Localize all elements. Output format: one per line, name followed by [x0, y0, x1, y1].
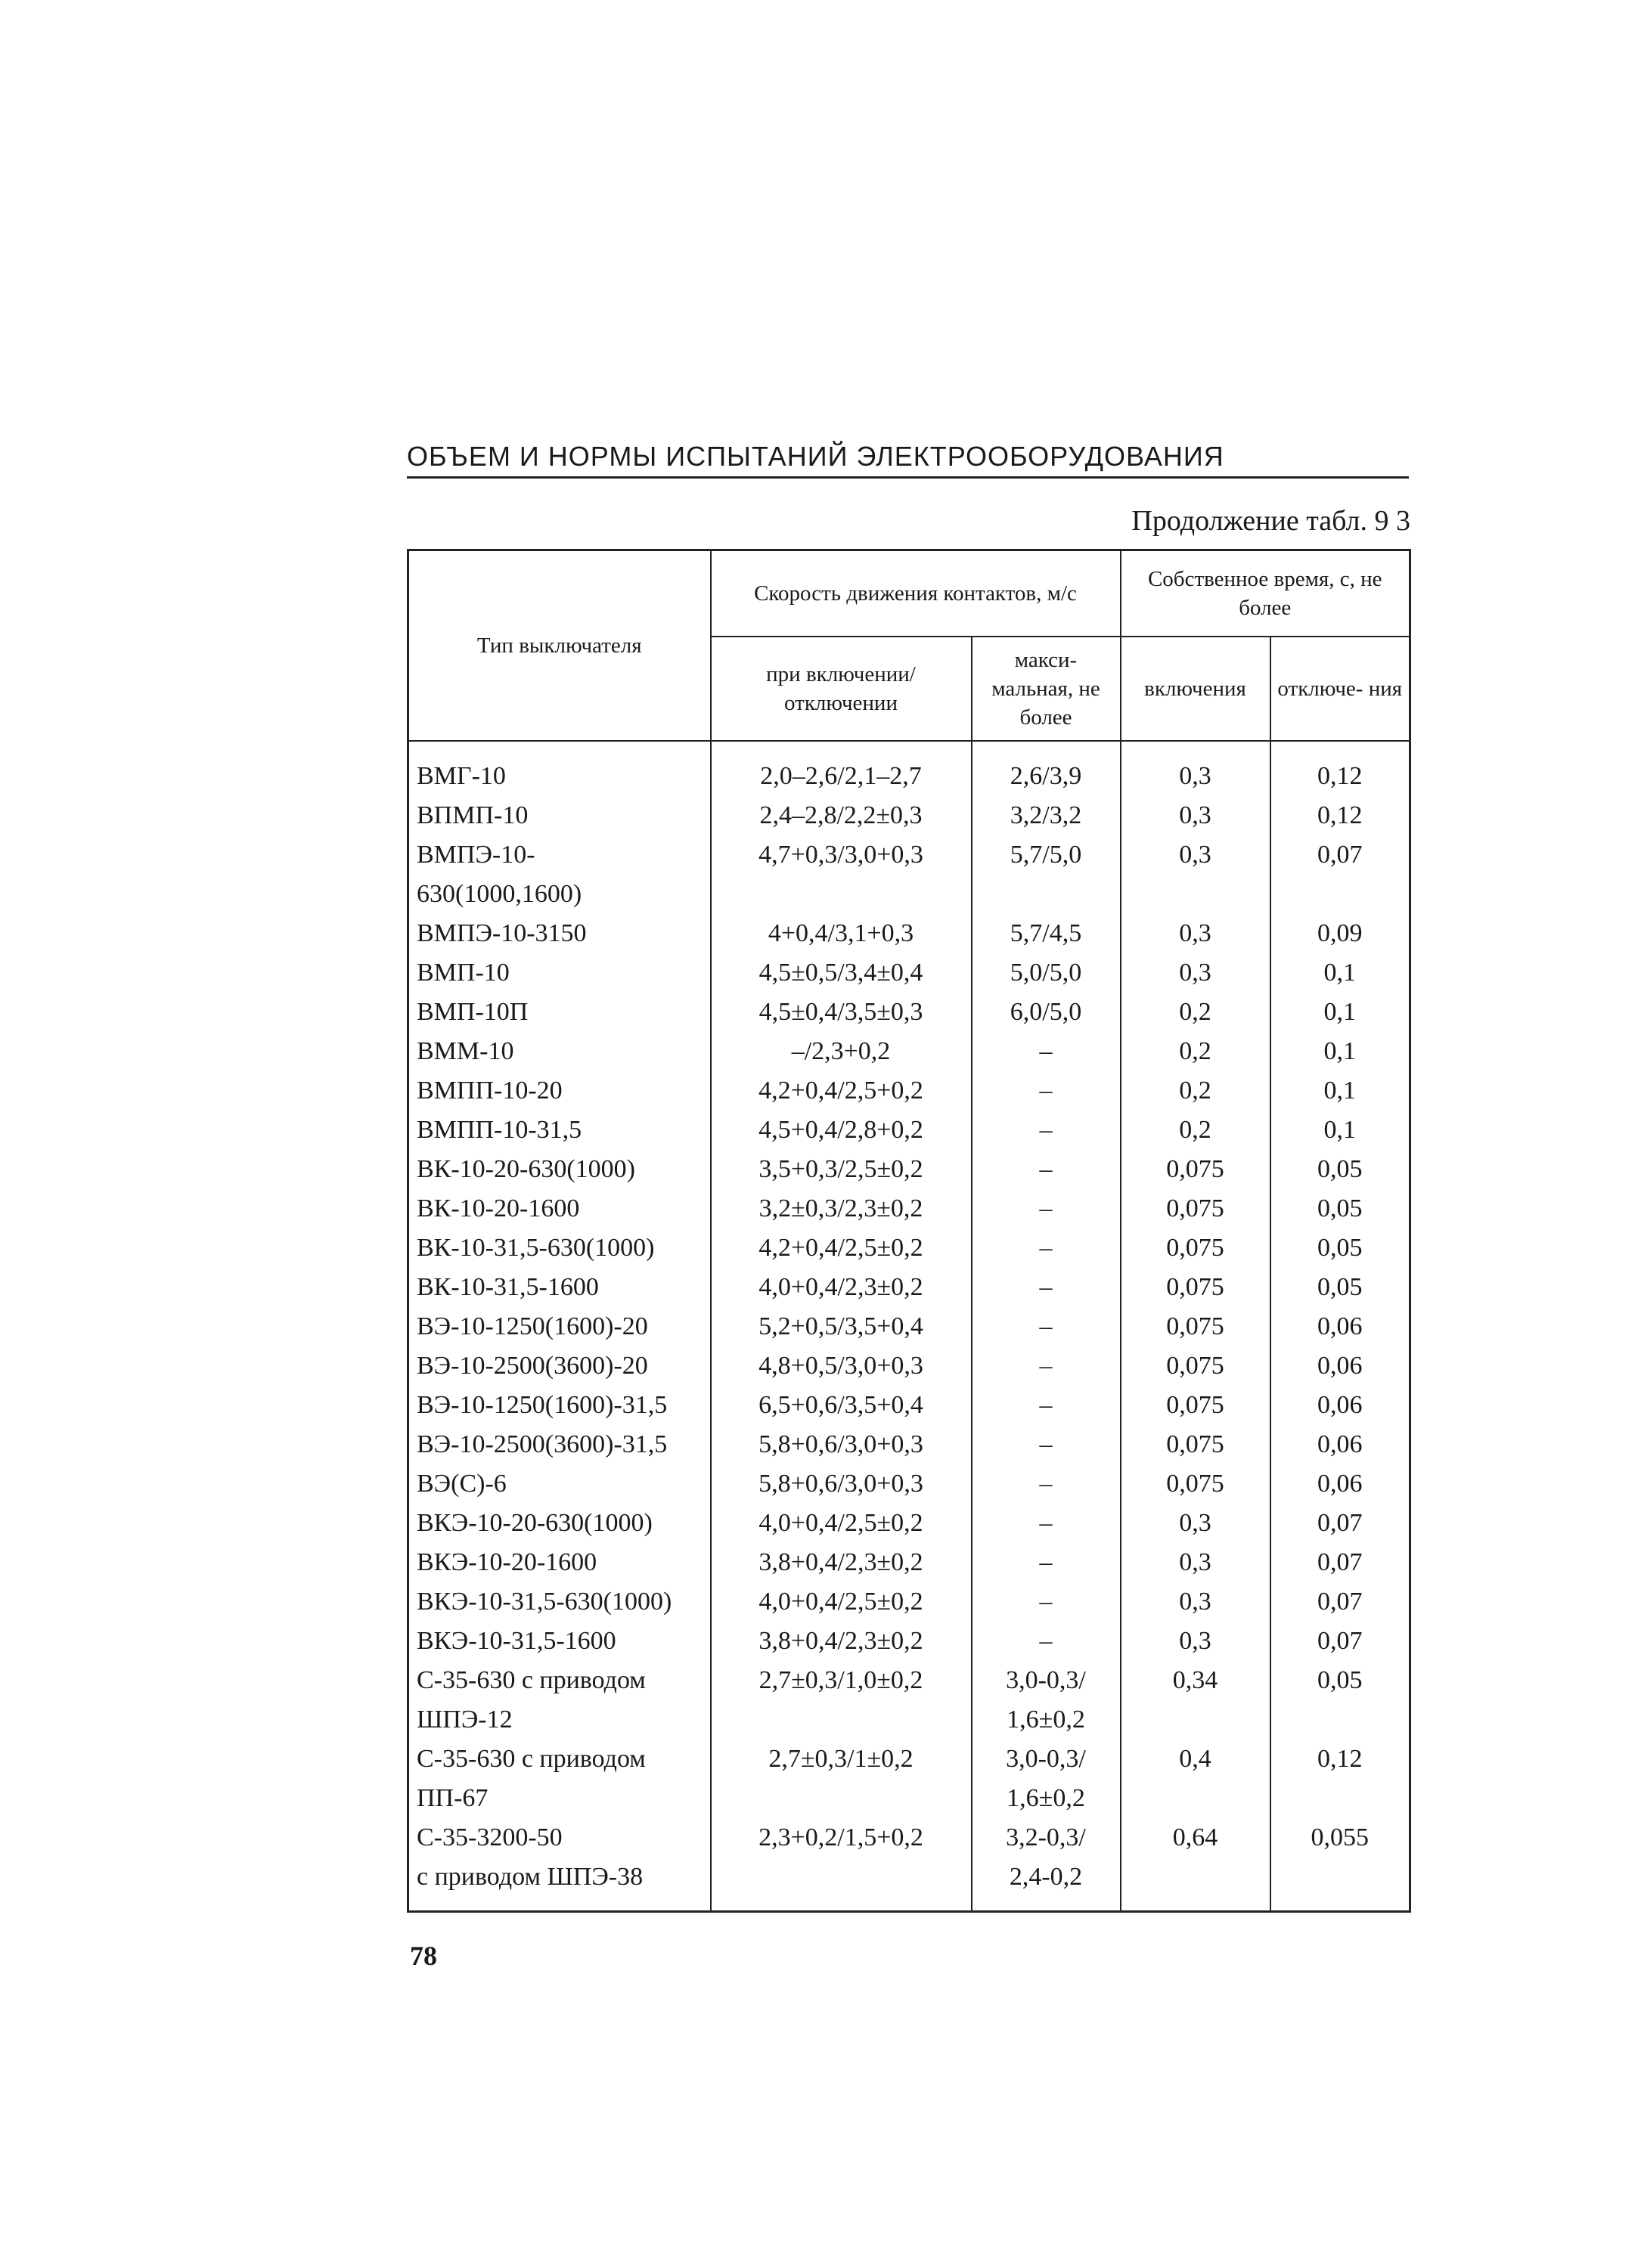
table-row: [408, 1228, 1410, 1268]
cell-time-on: [1121, 1779, 1270, 1818]
cell-speed-on-off: 4,5±0,5/3,4±0,4: [711, 953, 972, 993]
cell-time-on: 0,64: [1121, 1818, 1270, 1857]
table-row: [408, 1307, 1410, 1346]
cell-time-off: 0,06: [1270, 1307, 1410, 1346]
cell-speed-on-off: 4,0+0,4/2,3±0,2: [711, 1268, 972, 1307]
cell-speed-on-off: 4,0+0,4/2,5±0,2: [711, 1582, 972, 1622]
table-row: [408, 1622, 1410, 1661]
cell-speed-max: –: [972, 1464, 1121, 1504]
cell-breaker-type: ВК-10-31,5-1600: [408, 1268, 711, 1307]
table-row: [408, 1111, 1410, 1150]
cell-breaker-type: С-35-3200-50: [408, 1818, 711, 1857]
cell-time-on: 0,34: [1121, 1661, 1270, 1700]
cell-speed-on-off: [711, 1779, 972, 1818]
cell-time-off: 0,06: [1270, 1464, 1410, 1504]
table-row: [408, 796, 1410, 835]
cell-speed-max: 3,0-0,3/: [972, 1661, 1121, 1700]
cell-breaker-type: ВМПП-10-20: [408, 1071, 711, 1111]
cell-time-off: 0,05: [1270, 1268, 1410, 1307]
table-row: [408, 1386, 1410, 1425]
cell-time-on: 0,075: [1121, 1307, 1270, 1346]
cell-speed-max: 1,6±0,2: [972, 1700, 1121, 1740]
cell-time-on: 0,075: [1121, 1346, 1270, 1386]
table-row: [408, 1818, 1410, 1857]
cell-time-off: 0,1: [1270, 1071, 1410, 1111]
cell-time-on: 0,2: [1121, 1071, 1270, 1111]
cell-breaker-type: ВМП-10: [408, 953, 711, 993]
cell-breaker-type: С-35-630 с приводом: [408, 1740, 711, 1779]
cell-time-off: 0,1: [1270, 1111, 1410, 1150]
header-contact-speed: Скорость движения контактов, м/с: [711, 550, 1121, 637]
cell-breaker-type: 630(1000,1600): [408, 875, 711, 914]
cell-speed-on-off: [711, 1857, 972, 1912]
cell-speed-on-off: 3,2±0,3/2,3±0,2: [711, 1189, 972, 1228]
cell-time-off: 0,09: [1270, 914, 1410, 953]
cell-time-on: 0,3: [1121, 1582, 1270, 1622]
cell-time-off: 0,07: [1270, 1582, 1410, 1622]
header-speed-max: макси- мальная, не более: [972, 637, 1121, 741]
cell-breaker-type: ВМПП-10-31,5: [408, 1111, 711, 1150]
cell-time-on: [1121, 1857, 1270, 1912]
cell-breaker-type: ВМПЭ-10-3150: [408, 914, 711, 953]
page-number: 78: [410, 1941, 437, 1971]
table-body: [408, 741, 1410, 1912]
cell-speed-max: –: [972, 1386, 1121, 1425]
cell-speed-on-off: 3,8+0,4/2,3±0,2: [711, 1543, 972, 1582]
table-row: [408, 1700, 1410, 1740]
table-row: [408, 1032, 1410, 1071]
header-breaker-type: Тип выключателя: [408, 550, 711, 742]
cell-breaker-type: ВЭ-10-2500(3600)-31,5: [408, 1425, 711, 1464]
cell-speed-max: –: [972, 1071, 1121, 1111]
table-row: [408, 1740, 1410, 1779]
cell-speed-on-off: 4,5+0,4/2,8+0,2: [711, 1111, 972, 1150]
cell-speed-on-off: 4,7+0,3/3,0+0,3: [711, 835, 972, 875]
cell-time-on: [1121, 1700, 1270, 1740]
cell-time-on: 0,075: [1121, 1150, 1270, 1189]
cell-time-on: 0,3: [1121, 1622, 1270, 1661]
cell-speed-on-off: 6,5+0,6/3,5+0,4: [711, 1386, 972, 1425]
cell-breaker-type: С-35-630 с приводом: [408, 1661, 711, 1700]
cell-time-on: 0,3: [1121, 953, 1270, 993]
cell-time-off: 0,055: [1270, 1818, 1410, 1857]
cell-speed-max: –: [972, 1228, 1121, 1268]
cell-breaker-type: ВМП-10П: [408, 993, 711, 1032]
cell-time-off: 0,12: [1270, 796, 1410, 835]
cell-time-on: 0,3: [1121, 757, 1270, 796]
cell-breaker-type: ВКЭ-10-31,5-1600: [408, 1622, 711, 1661]
cell-breaker-type: ВЭ-10-1250(1600)-20: [408, 1307, 711, 1346]
cell-time-on: 0,3: [1121, 835, 1270, 875]
cell-breaker-type: ВК-10-31,5-630(1000): [408, 1228, 711, 1268]
table-row: [408, 1857, 1410, 1912]
cell-breaker-type: ШПЭ-12: [408, 1700, 711, 1740]
cell-speed-max: [972, 875, 1121, 914]
table-row: [408, 875, 1410, 914]
cell-time-on: 0,075: [1121, 1189, 1270, 1228]
cell-speed-on-off: 5,8+0,6/3,0+0,3: [711, 1464, 972, 1504]
cell-speed-max: –: [972, 1150, 1121, 1189]
cell-speed-on-off: 2,3+0,2/1,5+0,2: [711, 1818, 972, 1857]
table-row: [408, 914, 1410, 953]
cell-breaker-type: ВММ-10: [408, 1032, 711, 1071]
table-row: [408, 1189, 1410, 1228]
cell-speed-on-off: 4,2+0,4/2,5+0,2: [711, 1071, 972, 1111]
cell-speed-max: –: [972, 1268, 1121, 1307]
cell-speed-on-off: 4,2+0,4/2,5±0,2: [711, 1228, 972, 1268]
cell-speed-on-off: 3,8+0,4/2,3±0,2: [711, 1622, 972, 1661]
cell-speed-on-off: 2,7±0,3/1±0,2: [711, 1740, 972, 1779]
cell-breaker-type: ВМПЭ-10-: [408, 835, 711, 875]
cell-breaker-type: ВЭ-10-2500(3600)-20: [408, 1346, 711, 1386]
cell-breaker-type: с приводом ШПЭ-38: [408, 1857, 711, 1912]
cell-speed-on-off: 2,7±0,3/1,0±0,2: [711, 1661, 972, 1700]
cell-time-on: 0,3: [1121, 1504, 1270, 1543]
circuit-breaker-table: [407, 549, 1411, 1913]
cell-speed-max: 5,0/5,0: [972, 953, 1121, 993]
cell-time-on: 0,3: [1121, 914, 1270, 953]
cell-speed-on-off: 4,0+0,4/2,5±0,2: [711, 1504, 972, 1543]
cell-time-on: 0,075: [1121, 1464, 1270, 1504]
cell-breaker-type: ВЭ-10-1250(1600)-31,5: [408, 1386, 711, 1425]
table-row: [408, 1582, 1410, 1622]
cell-breaker-type: ВМГ-10: [408, 757, 711, 796]
cell-speed-max: 3,2/3,2: [972, 796, 1121, 835]
table-row: [408, 1464, 1410, 1504]
cell-time-off: [1270, 1700, 1410, 1740]
cell-speed-on-off: 2,4–2,8/2,2±0,3: [711, 796, 972, 835]
cell-time-off: 0,06: [1270, 1386, 1410, 1425]
cell-time-on: 0,2: [1121, 1111, 1270, 1150]
cell-breaker-type: ВКЭ-10-20-1600: [408, 1543, 711, 1582]
table-row: [408, 1150, 1410, 1189]
table-row: [408, 835, 1410, 875]
cell-speed-on-off: 5,8+0,6/3,0+0,3: [711, 1425, 972, 1464]
cell-speed-on-off: 4,5±0,4/3,5±0,3: [711, 993, 972, 1032]
cell-speed-max: 5,7/4,5: [972, 914, 1121, 953]
cell-breaker-type: ВК-10-20-1600: [408, 1189, 711, 1228]
cell-time-off: 0,07: [1270, 835, 1410, 875]
cell-speed-max: –: [972, 1504, 1121, 1543]
cell-time-off: [1270, 875, 1410, 914]
cell-time-on: 0,2: [1121, 993, 1270, 1032]
running-head: ОБЪЕМ И НОРМЫ ИСПЫТАНИЙ ЭЛЕКТРООБОРУДОВАНИЯ: [407, 440, 1409, 479]
cell-speed-on-off: [711, 875, 972, 914]
cell-time-on: 0,075: [1121, 1425, 1270, 1464]
cell-breaker-type: ВКЭ-10-31,5-630(1000): [408, 1582, 711, 1622]
cell-time-off: 0,1: [1270, 993, 1410, 1032]
table-row: [408, 1425, 1410, 1464]
header-time-off: отключе- ния: [1270, 637, 1410, 741]
header-speed-on-off: при включении/ отключении: [711, 637, 972, 741]
cell-time-on: 0,075: [1121, 1228, 1270, 1268]
cell-speed-max: –: [972, 1032, 1121, 1071]
cell-time-on: [1121, 875, 1270, 914]
cell-speed-max: –: [972, 1307, 1121, 1346]
cell-speed-on-off: [711, 1700, 972, 1740]
cell-speed-max: 6,0/5,0: [972, 993, 1121, 1032]
cell-time-on: 0,4: [1121, 1740, 1270, 1779]
cell-time-off: [1270, 1779, 1410, 1818]
cell-time-off: 0,07: [1270, 1622, 1410, 1661]
cell-time-on: 0,3: [1121, 796, 1270, 835]
table-row: [408, 757, 1410, 796]
cell-time-off: 0,05: [1270, 1150, 1410, 1189]
cell-speed-on-off: –/2,3+0,2: [711, 1032, 972, 1071]
table-row: [408, 993, 1410, 1032]
table-row: [408, 953, 1410, 993]
cell-time-off: 0,06: [1270, 1425, 1410, 1464]
table-row: [408, 1543, 1410, 1582]
cell-breaker-type: ВК-10-20-630(1000): [408, 1150, 711, 1189]
cell-speed-on-off: 3,5+0,3/2,5±0,2: [711, 1150, 972, 1189]
table-spacer-row: [408, 741, 1410, 757]
cell-speed-max: 5,7/5,0: [972, 835, 1121, 875]
cell-breaker-type: ВЭ(С)-6: [408, 1464, 711, 1504]
cell-speed-max: 2,6/3,9: [972, 757, 1121, 796]
table-continuation-label: Продолжение табл. 9 3: [1131, 505, 1410, 537]
cell-time-off: 0,1: [1270, 953, 1410, 993]
cell-breaker-type: ВКЭ-10-20-630(1000): [408, 1504, 711, 1543]
cell-time-off: 0,12: [1270, 757, 1410, 796]
table-row: [408, 1504, 1410, 1543]
cell-time-off: 0,12: [1270, 1740, 1410, 1779]
cell-speed-max: –: [972, 1622, 1121, 1661]
cell-speed-on-off: 5,2+0,5/3,5+0,4: [711, 1307, 972, 1346]
cell-speed-on-off: 2,0–2,6/2,1–2,7: [711, 757, 972, 796]
cell-breaker-type: ПП-67: [408, 1779, 711, 1818]
cell-speed-max: –: [972, 1189, 1121, 1228]
cell-time-on: 0,3: [1121, 1543, 1270, 1582]
cell-time-off: 0,06: [1270, 1346, 1410, 1386]
cell-time-off: [1270, 1857, 1410, 1912]
cell-time-off: 0,07: [1270, 1504, 1410, 1543]
header-time-on: включения: [1121, 637, 1270, 741]
cell-speed-max: 3,2-0,3/: [972, 1818, 1121, 1857]
cell-speed-on-off: 4+0,4/3,1+0,3: [711, 914, 972, 953]
cell-time-on: 0,075: [1121, 1268, 1270, 1307]
table-row: [408, 1346, 1410, 1386]
table-row: [408, 1071, 1410, 1111]
cell-speed-max: –: [972, 1582, 1121, 1622]
cell-time-off: 0,1: [1270, 1032, 1410, 1071]
cell-speed-max: –: [972, 1543, 1121, 1582]
cell-time-on: 0,2: [1121, 1032, 1270, 1071]
cell-speed-max: 1,6±0,2: [972, 1779, 1121, 1818]
cell-breaker-type: ВПМП-10: [408, 796, 711, 835]
cell-time-off: 0,05: [1270, 1228, 1410, 1268]
cell-speed-on-off: 4,8+0,5/3,0+0,3: [711, 1346, 972, 1386]
cell-speed-max: 3,0-0,3/: [972, 1740, 1121, 1779]
table-row: [408, 1661, 1410, 1700]
cell-speed-max: 2,4-0,2: [972, 1857, 1121, 1912]
cell-time-off: 0,05: [1270, 1189, 1410, 1228]
cell-speed-max: –: [972, 1346, 1121, 1386]
cell-speed-max: –: [972, 1425, 1121, 1464]
table-row: [408, 1268, 1410, 1307]
header-own-time: Собственное время, с, не более: [1121, 550, 1410, 637]
table-row: [408, 1779, 1410, 1818]
cell-time-off: 0,05: [1270, 1661, 1410, 1700]
cell-speed-max: –: [972, 1111, 1121, 1150]
cell-time-on: 0,075: [1121, 1386, 1270, 1425]
cell-time-off: 0,07: [1270, 1543, 1410, 1582]
